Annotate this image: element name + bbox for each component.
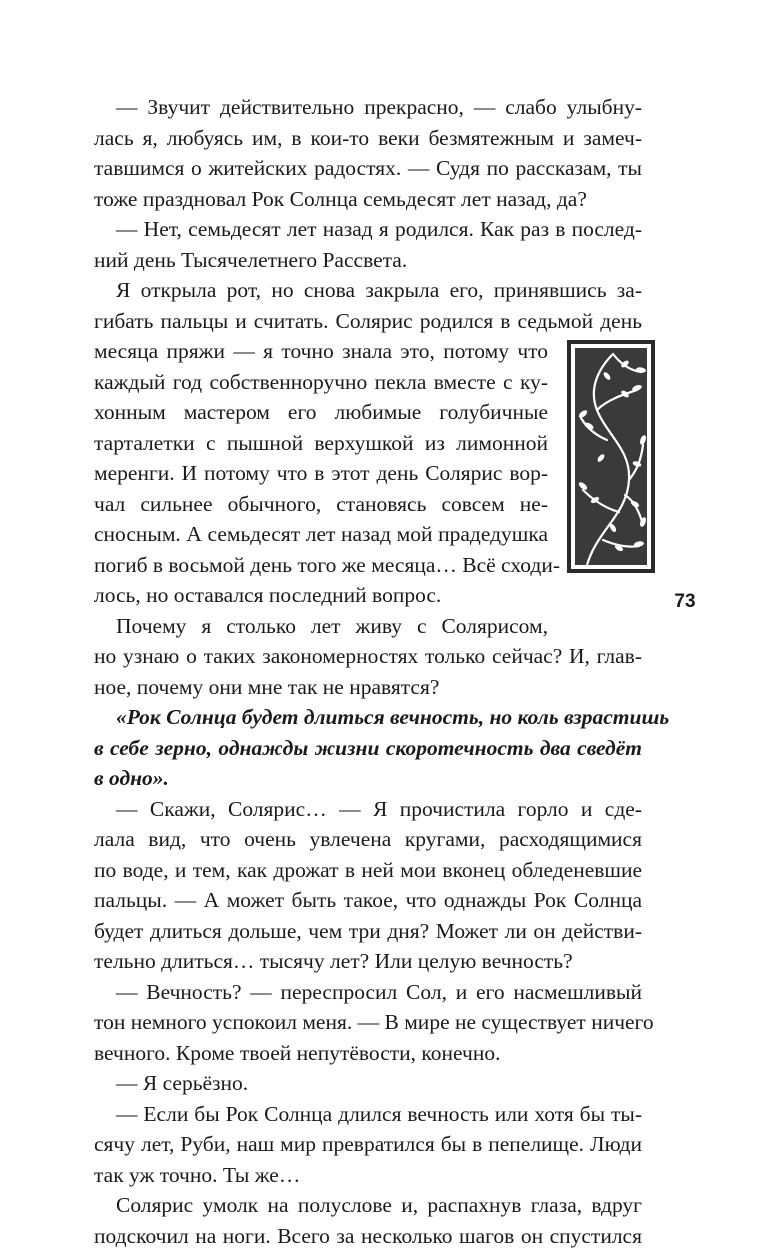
text-line: меренги. И потому что в этот день Солярис вор- [94,461,548,485]
text-line: «Рок Солнца будет длиться вечность, но коль взрастишь [116,705,670,729]
text-line: каждый год собственноручно пекла вместе с ку- [94,369,548,394]
text-line: лась я, любуясь им, в кои-то веки безмятежным и замеч- [94,125,642,150]
text-line: хонным мастером его любимые голубичные [94,400,548,424]
text-line: — Скажи, Солярис… — Я прочистила горло и сде- [116,796,642,821]
text-line: тарталетки с пышной верхушкой из лимонной [94,430,548,455]
text-line: так уж точно. Ты же… [94,1162,301,1187]
text-line: ное, почему они мне так не нравятся? [94,674,440,699]
text-line: — Я серьёзно. [116,1071,249,1095]
text-line: тельно длиться… тысячу лет? Или целую вечность? [94,949,573,973]
text-line: в одно». [94,766,169,790]
page-number: 73 [674,591,696,612]
text-line: но узнаю о таких закономерностях только сейчас? И, глав- [94,644,642,668]
text-line: сносным. А семьдесят лет назад мой прадедушка [94,522,548,546]
text-line: Солярис умолк на полуслове и, распахнув глаза, вдруг [116,1193,642,1217]
text-line: — Звучит действительно прекрасно, — слабо улыбну- [116,95,642,119]
text-line: чал сильнее обычного, становясь совсем не- [94,491,548,516]
floral-branch-ornament-icon [567,340,655,573]
text-line: тоже праздновал Рок Солнца семьдесят лет назад, да? [94,186,587,211]
text-line: — Вечность? — переспросил Сол, и его насмешливый [116,979,642,1004]
text-line: по воде, и тем, как дрожат в ней мои вконец обледеневшие [94,857,642,882]
text-line: лала вид, что очень увлечена кругами, расходящимися [94,827,642,851]
text-line: вечного. Кроме твоей непутёвости, конечно. [94,1040,501,1065]
text-line: Я открыла рот, но снова закрыла его, принявшись за- [116,278,642,302]
text-line: — Нет, семьдесят лет назад я родился. Как раз в послед- [116,217,642,241]
text-line: тон немного успокоил меня. — В мире не существует ничего [94,1010,654,1034]
text-line: месяца пряжи — я точно знала это, потому что [94,339,548,363]
text-line: ний день Тысячелетнего Рассвета. [94,247,408,272]
text-line: будет длиться дольше, чем три дня? Может ли он действи- [94,918,642,943]
text-line: погиб в восьмой день того же месяца… Всё сходи- [94,552,560,577]
text-line: — Если бы Рок Солнца длился вечность или хотя бы ты- [116,1101,642,1126]
text-line: подскочил на ноги. Всего за несколько шагов он спустился [94,1223,642,1248]
text-line: сячу лет, Руби, наш мир превратился бы в пепелище. Люди [94,1132,642,1156]
text-line: тавшимся о житейских радостях. — Судя по рассказам, ты [94,156,642,180]
text-line: лось, но оставался последний вопрос. [94,583,442,607]
text-line: в себе зерно, однажды жизни скоротечность два сведёт [94,735,642,760]
text-line: Почему я столько лет живу с Солярисом, [116,613,548,638]
text-line: гибать пальцы и считать. Солярис родился в седьмой день [94,308,642,333]
text-line: пальцы. — А может быть такое, что однажды Рок Солнца [94,888,642,912]
